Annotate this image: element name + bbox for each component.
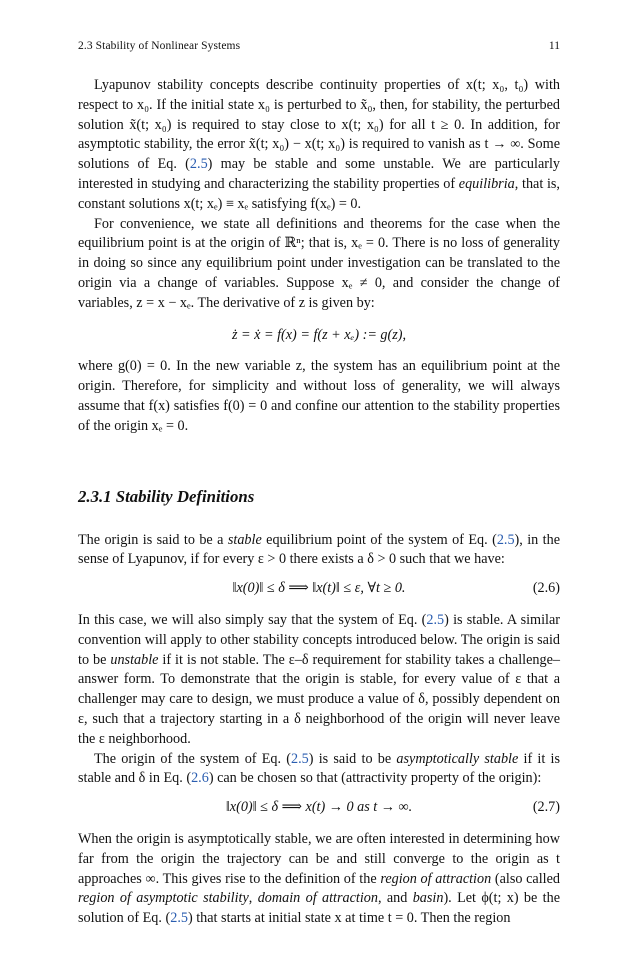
emphasis-region-of-attraction: region of attraction [380, 870, 492, 887]
emphasis-domain-of-attraction: domain of attraction [257, 890, 378, 907]
text-run: When the origin is asymptotically stable, we are often interested in determining how far from the origin the trajectory can be and still converge to the origin as t approaches ∞. This gives rise to the definition of the [78, 830, 560, 887]
emphasis-region-of-asymptotic-stability: region of asymptotic stability [78, 890, 249, 907]
text-run: ) can be chosen so that (attractivity property of the origin): [208, 770, 542, 787]
text-run: ), in the sense of Lyapunov, if for every ε > 0 there exists a δ > 0 such that we have: [78, 531, 561, 568]
text-run: The origin of the system of Eq. ( [94, 750, 292, 767]
equation-ref-2-5[interactable]: 2.5 [170, 910, 188, 927]
paragraph-asymptotic [78, 750, 560, 790]
text-run: where g(0) = 0. In the new variable z, the system has an equilibrium point at the origin. Therefore, for simplicity and without loss of generality, we will always assume that f(x) satisfies f(0) = 0 and confine our attention to the stability properties of the origin xₑ = 0. [78, 358, 560, 434]
emphasis-asymptotically-stable: asymptotically stable [396, 750, 519, 767]
running-header-section: 2.3 Stability of Nonlinear Systems [78, 40, 241, 52]
text-run: if it is not stable. The ε–δ requirement for stability takes a challenge–answer form. To demonstrate that the origin is stable, for every value of ε that a challenger may care to design, we must produce a value of δ, possibly dependent on ε, such that a trajectory starting in a δ neighborhood of the origin will never leave the ε neighborhood. [78, 651, 560, 747]
paragraph-lyapunov-intro [78, 76, 560, 215]
equation-derivative [78, 326, 560, 346]
subsection-title: 2.3.1 Stability Definitions [78, 486, 255, 506]
equation-ref-2-5[interactable]: 2.5 [426, 611, 445, 628]
paragraph-convenience [78, 215, 560, 314]
equation-ref-2-5[interactable]: 2.5 [291, 750, 309, 767]
paragraph-region-of-attraction [78, 830, 560, 929]
equation-2-7 [78, 798, 560, 818]
equation-ref-2-6[interactable]: 2.6 [191, 770, 209, 787]
paragraph-stable-definition [78, 531, 560, 571]
text-run: ). Let ϕ(t; x) be the solution of Eq. ( [78, 890, 561, 927]
page [78, 40, 560, 929]
text-run: ) that starts at initial state x at time t = 0. Then the region [187, 910, 511, 927]
emphasis-unstable: unstable [110, 651, 159, 668]
equation-body: ‖x(0)‖ ≤ δ ⟹ x(t) → 0 as t → ∞. [225, 799, 413, 816]
emphasis-equilibria: equilibria [458, 175, 515, 192]
text-run: equilibrium point of the system of Eq. ( [261, 531, 497, 548]
text-run: In this case, we will also simply say that the system of Eq. ( [78, 611, 427, 628]
text-run: , [248, 890, 258, 907]
running-header [78, 40, 560, 76]
equation-2-6 [78, 579, 560, 599]
page-number: 11 [548, 40, 560, 52]
text-run: ) may be stable and some unstable. We are particularly interested in studying and characterizing the stability properties of [78, 156, 561, 192]
equation-number: (2.6) [532, 580, 560, 597]
text-run: , and [377, 890, 413, 907]
equation-ref-2-5[interactable]: 2.5 [189, 156, 208, 173]
paragraph-unstable [78, 611, 560, 750]
text-run: ) is stable. A similar convention will apply to other stability concepts introduced below. The origin is said to be [78, 611, 560, 668]
paragraph-new-variable [78, 357, 560, 436]
text-run: ) is said to be [308, 750, 397, 767]
equation-body: ż = ẋ = f(x) = f(z + xₑ) := g(z), [231, 326, 407, 343]
text-run: , that is, constant solutions x(t; xₑ) ≡ xₑ satisfying f(xₑ) = 0. [78, 175, 560, 212]
text-run: For convenience, we state all definitions and theorems for the case when the equilibrium point is at the origin of ℝⁿ; that is, xₑ = 0. There is no loss of generality in doing so since any equilibrium point under investigation can be translated to the origin via a change of variables. Suppose xₑ ≠ 0, and consider the change of variables, z = x − xₑ. The derivative of z is given by: [78, 215, 560, 311]
equation-number: (2.7) [532, 799, 560, 816]
text-run: (also called [491, 870, 561, 887]
text-run: if it is stable and δ in Eq. ( [78, 750, 561, 787]
text-run: The origin is said to be a [78, 531, 228, 548]
emphasis-stable: stable [227, 531, 262, 548]
equation-ref-2-5[interactable]: 2.5 [496, 531, 515, 548]
equation-body: ‖x(0)‖ ≤ δ ⟹ ‖x(t)‖ ≤ ε, ∀t ≥ 0. [232, 580, 406, 597]
emphasis-basin: basin [412, 890, 444, 907]
text-run: Lyapunov stability concepts describe continuity properties of x(t; x₀, t₀) with respect to x₀. If the initial state x₀ is perturbed to x̃₀, then, for stability, the perturbed solution x̃(t; x₀) is required to stay close to x(t; x₀) for all t ≥ 0. In addition, for asymptotic stability, the error x̃(t; x₀) − x(t; x₀) is required to vanish as t → ∞. Some solutions of Eq. ( [78, 77, 560, 173]
